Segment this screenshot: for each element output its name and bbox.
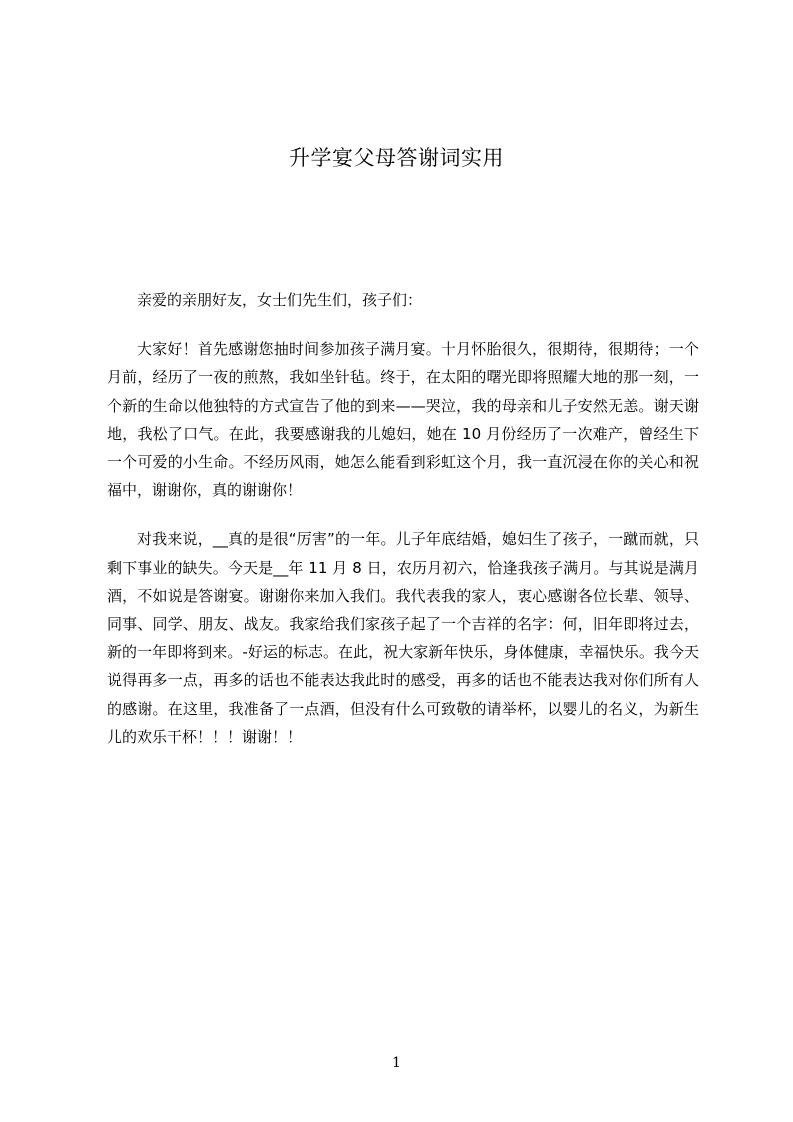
paragraph-greeting: 亲爱的亲朋好友，女士们先生们，孩子们： [137, 291, 423, 309]
document-body [107, 286, 699, 751]
document-title: 升学宴父母答谢词实用 [289, 146, 504, 170]
page-number: 1 [392, 1055, 401, 1071]
paragraph-thanks: 大家好！首先感谢您抽时间参加孩子满月宴。十月怀胎很久，很期待，很期待；一个月前，经历了一夜的煎熬，我如坐针毡。终于，在太阳的曙光即将照耀大地的那一刻，一个新的生命以他独特的方式宣告了他的到来——哭泣，我的母亲和儿子安然无恙。谢天谢地，我松了口气。在此，我要感谢我的儿媳妇，她在 10 月份经历了一次难产，曾经生下一个可爱的小生命。不经历风雨，她怎么能看到彩虹这个月，我一直沉浸在你的关心和祝福中，谢谢你，真的谢谢你！ [107, 340, 699, 500]
paragraph-toast: 对我来说，__真的是很“厉害”的一年。儿子年底结婚，媳妇生了孩子，一蹴而就，只剩下事业的缺失。今天是__年 11 月 8 日，农历月初六，恰逢我孩子满月。与其说是满月酒，不如说是答谢宴。谢谢你来加入我们。我代表我的家人，衷心感谢各位长辈、领导、同事、同学、朋友、战友。我家给我们家孩子起了一个吉祥的名字：何，旧年即将过去，新的一年即将到来。-好运的标志。在此，祝大家新年快乐，身体健康，幸福快乐。我今天说得再多一点，再多的话也不能表达我此时的感受，再多的话也不能表达我对你们所有人的感谢。在这里，我准备了一点酒，但没有什么可致敬的请举杯，以婴儿的名义，为新生儿的欢乐干杯！！！谢谢！！ [107, 530, 699, 746]
